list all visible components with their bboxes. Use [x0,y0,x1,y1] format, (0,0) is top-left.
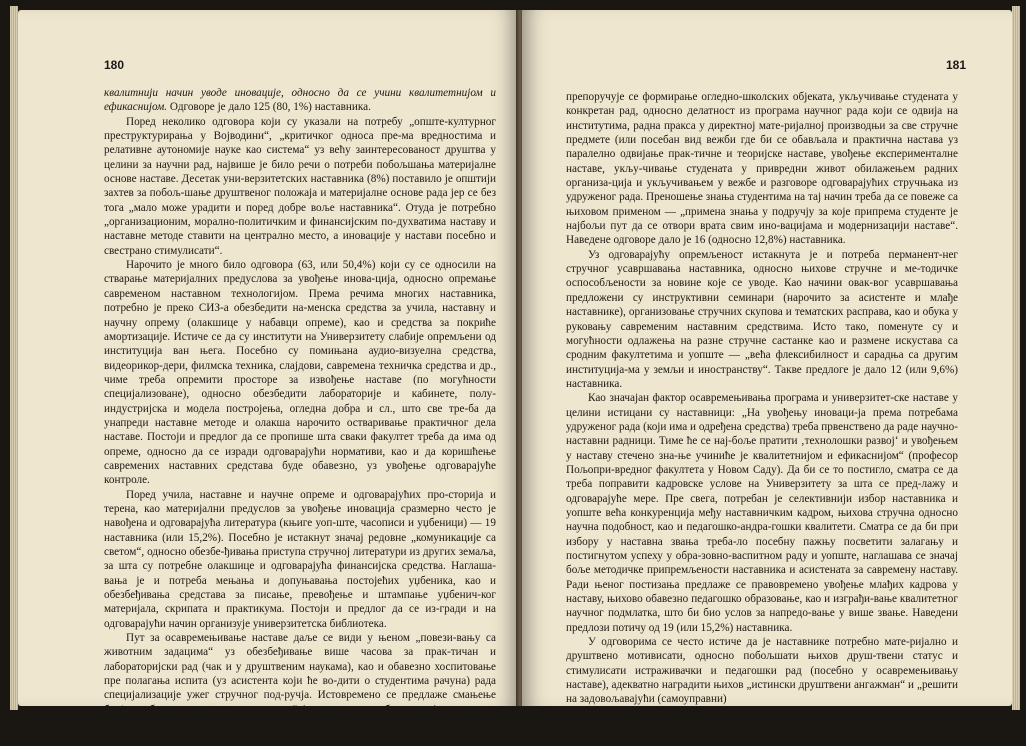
right-paragraph-3: Као значајан фактор осавремењивања програма и универзитет-ске наставе у целини истицани су наставници: „На увођењу иновaци-ја према потребама удруженог рада (који има и одређена средства) треба првенствено да раде научно-наставни радници. Тиме ће се нај-боље пратити ‚технолошки развој‘ и увођењем у наставу стечено зна-ње учиниће је квалитетнијом и ефикаснијом“ (професор Пољопри-вредног факултета у Новом Саду). Да би се то постигло, сматра се да треба поправити кадровске услове на Универзитету за шта се пред-лажу и одговарајуће мере. Пре свега, потребан је селективнији избор наставника и уопште већа конкуренција међу наставничким кадром, њихова стручна односно научна подобност, као и педагошко-андра-гошки квалитети. Сматра се да би при избору у наставна звања треба-ло посебну пажњу посветити залагању и постигнутом успеху у обра-зовно-васпитном раду и уопште, наглашава се значај боље методичке припремљености наставника и асистената за савремену наставу. Ради њеног постизања предлаже се правовремено увођење млађих кадрова у наставу, њихово обавезно педагошко образовање, као и изграђи-вање квалитетног научног подмлатка, што би био услов за напредо-вање у више звање. Наведени предлози потичу од 19 (или 15,2%) наставника. [566,392,958,634]
right-page [522,10,1012,706]
right-paragraph-1: препоручује се формирање огледно-школских објеката, укључивање студената у конкретан рад, односно делатност из програма научног рада који се одвија на институтима, радна пракса у директној мате-ријалној производњи за све стручне предмете (или посебан вид вежби где би се обављала и практична настава уз паралелно одвијање прак-тичне и теоријске наставе, увођење експерименталне наставе, укљу-чивање студената у привредни живот обилажењем радних организа-ција и укључивањем у вежбе и разговоре одговарајућих стручњака из удруженог рада. Преношење знања студентима на тај начин треба да се повеже са њиховом применом — „примена знања у подручју за које припрема студенте је најбољи пут да се отвори врата свим ино-вацијама и модернизацији наставе“. Наведене одговоре дало је 16 (односно 12,8%) наставника. [566,91,958,247]
page-number-left: 180 [104,58,125,72]
right-paragraph-4: У одговорима се често истиче да је наставнике потребно мате-ријално и друштвено мотивисати, односно побољшати њихов друш-твени статус и стимулисати истраживачки и педагошки рад (посебно у осавремењивању наставе), адекватно наградити њихов „истински друштвени ангажман“ и „решити на задовољавајући (самоуправни) [566,636,958,706]
right-paragraph-2: Уз одговарајућу опремљеност истакнута је и потреба перманент-нег стручног усавршавања наставника, односно њихове стручне и ме-тодичке оспособљености за новине које се уводе. Као начини овак-вог усавршавања предложени су инструктивни семинари (нарочито за асистенте и млађе наставнике), организовање стручних скупова и тематских расправа, као и обука у руковању савременим наставним средствима. Исто тако, поменуте су и могућности одлажења на разне стручне састанке као и размене искустава са сродним факултетима и уопште — „већа флексибилност и сарадња са другим институција-ма у земљи и иностранству“. Такве предлоге је дало 12 (или 9,6%) наставника. [566,248,958,390]
left-page-text [104,86,496,746]
page-number-right: 181 [946,58,967,72]
left-page [18,10,518,745]
left-paragraph-2: Нарочито је много било одговора (63, или 50,4%) који су се односили на стварање материјалних предуслова за увођење инова-ција, односно опремање савременом наставном технологијом. Према речима многих наставника, потребно је преко СИЗ-а обезбедити на-менска средства за учила, наставну и научну опрему (олакшице у набавци опреме), као и средства за покриће амортизације. Истиче се да су институти на Универзитету слабије опремљени од институција ван њега. Посебно су помињана аудио-визуелна средства, видеорикор-дери, филмска техника, слајдови, савремена техничка средства и др., чиме треба опремити просторе за извођење наставе (по могућности специјализоване), односно обезбедити лабораторије и кабинете, полу-индустријска и модела постројења, огледна добра и сл., што све тре-ба да унапреди наставне методе и олакша нарочито остваривање практичног дела наставе. Постоји и предлог да се пропише шта сваки факултет треба да има од опреме, односно да се изради одговарајући нормативи, као и да коришћење савремених наставних средстава буде обавезно, уз увођење одговарајуће контроле. [104,259,496,487]
left-page-edges [10,6,18,710]
left-paragraph-1: Поред неколико одговора који су указали на потребу „опште-културног преструктурирања у Војводини“, „критичког односа пре-ма вредностима и релативне аутономије науке као система“ уз већу заинтересованост друштва у целини за научни рад, највише је било речи о потреби побољшања материјалне основе наставе. Десетак уни-верзитетских наставника (8%) поставило је општији захтев за побољ-шање друштвеног положаја и материјалне основе рада јер се без тога „мало може урадити и поред добре воље наставника“. Отуда је потребно „организационим, морално-политичким и финансијским по-духватима наставу и наставне методе ставити на централно место, а иновације у настави посебно и свестрано стимулисати“. [104,115,496,257]
right-page-text [566,90,958,707]
left-intro-rest: Одговоре је дало 125 (80, 1%) наставника. [167,101,371,114]
left-intro-paragraph [104,86,496,115]
left-intro-italic: квалитнији начин уводе иновације, односно да се учини квалитетнијом и ефикаснијом. [104,87,496,114]
left-paragraph-3: Поред учила, наставне и научне опреме и одговарајућих про-сторија и терена, као материјални предуслов за увођење иновација сразмерно често је навођена и одговарајућа литература (књиге уоп-ште, часописи и уџбеници) — 19 наставника (или 15,2%). Посебно је истакнут значај редовне „комуникације са светом“, односно обезбе-ђивања приступа стручној литератури из других земаља, за шта су потребне олакшице и одговарајућа финансијска средства. Наглаша-вања је и потреба мењања и допуњавања постојећих уџбеника, као и обезбеђивања средстава за писање, превођење и штампање уџбенич-ког материјала, скрипата и практикума. Постоји и предлог да се из-гради и на одговарајући начин организује универзитетска библиотека. [104,488,496,630]
left-paragraph-4: Пут за осавремењивање наставе даље се види у њеном „повези-вању са животним задацима“ уз обезбеђивање више часова за прак-тичан и лабораторијски рад (чак и у друштвеним наукама), као и обавезно хоспитовање пре полагања испита (уз асистента који ће во-дити о студентима рачуна) рада специјализације ужег стручног под-ручја. Истовремено се предлаже смањење броја и обима мање важ-них „општих“ (односно општеобразовних) предмета у којима се „ма-ком понавља градиво из усмерене средње школе“. За поменуту сврху [104,632,496,745]
right-page-edges [1012,6,1020,710]
